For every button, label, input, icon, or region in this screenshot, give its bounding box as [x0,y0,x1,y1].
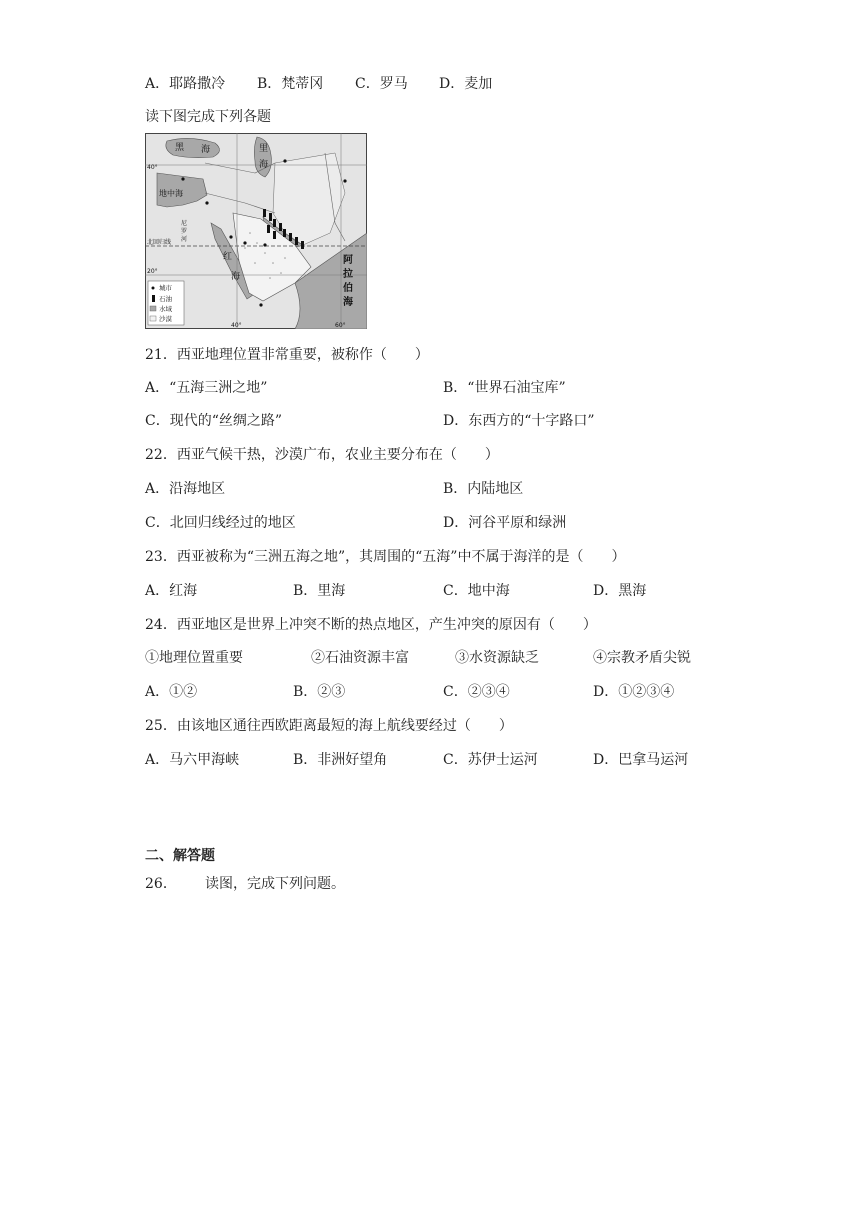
question-26-text: 读图，完成下列问题。 [205,876,345,892]
choice-1: ①地理位置重要 [145,650,243,666]
question-24-stem: 24．西亚地区是世界上冲突不断的热点地区，产生冲突的原因有（ ） [145,617,597,633]
question-25-stem: 25．由该地区通往西欧距离最短的海上航线要经过（ ） [145,718,513,734]
tropic-label: 北回归线 [147,239,172,246]
legend-city: 城市 [159,284,172,292]
option-a: A．沿海地区 [145,481,226,497]
legend-desert: 沙漠 [159,315,172,323]
nile-label-3: 河 [181,236,188,243]
option-c: C．地中海 [443,583,510,599]
arabian-sea-label-4: 海 [343,297,353,308]
legend-water: 水域 [159,305,172,313]
section-heading: 二、解答题 [145,848,215,864]
lon40-label: 40° [231,322,242,329]
option-b: B．“世界石油宝库” [443,380,566,396]
question-21-options-row1 [145,377,745,397]
question-24-options [145,681,745,701]
option-d: D．河谷平原和绿洲 [443,515,567,531]
med-label: 地中海 [159,189,183,198]
lon60-label: 60° [335,322,346,329]
map-intro: 读下图完成下列各题 [145,109,271,125]
question-22-options-row2 [145,512,745,532]
prev-question-options [145,73,745,93]
caspian-label-1: 里 [259,144,269,154]
option-a: A．马六甲海峡 [145,752,240,768]
question-21-options-row2 [145,410,745,430]
nile-label-1: 尼 [181,220,188,227]
nile-label-2: 罗 [181,228,188,235]
option-d: D．麦加 [439,76,493,92]
black-sea-label-2: 海 [201,145,211,155]
option-b: B．里海 [293,583,346,599]
option-c: C．北回归线经过的地区 [145,515,296,531]
question-21-stem: 21．西亚地理位置非常重要，被称作（ ） [145,347,429,363]
option-d: D．东西方的“十字路口” [443,413,595,429]
option-b: B．非洲好望角 [293,752,388,768]
question-24-choices [145,647,745,667]
option-c: C．苏伊士运河 [443,752,538,768]
legend-oil: 石油 [159,295,172,303]
question-26-number: 26． [145,876,177,892]
option-a: A．①② [145,684,198,700]
arabian-sea-label-1: 阿 [343,255,353,266]
choice-2: ②石油资源丰富 [311,650,409,666]
black-sea-label-1: 黑 [175,143,185,153]
option-a: A．红海 [145,583,198,599]
option-d: D．黑海 [593,583,647,599]
arabian-sea-label-3: 伯 [343,283,353,294]
red-sea-label-1: 红 [223,252,233,262]
caspian-label-2: 海 [259,160,269,170]
lat40-label: 40° [147,164,158,171]
option-c: C．②③④ [443,684,510,700]
question-22-options-row1 [145,478,745,498]
question-23-stem: 23．西亚被称为“三洲五海之地”，其周围的“五海”中不属于海洋的是（ ） [145,549,626,565]
question-23-options [145,580,745,600]
question-25-options [145,749,745,769]
option-b: B．②③ [293,684,346,700]
option-b: B．内陆地区 [443,481,524,497]
choice-3: ③水资源缺乏 [455,650,539,666]
arabian-sea-label-2: 拉 [343,269,353,280]
choice-4: ④宗教矛盾尖锐 [593,650,691,666]
option-d: D．巴拿马运河 [593,752,689,768]
map-legend [148,281,184,325]
option-d: D．①②③④ [593,684,675,700]
option-b: B．梵蒂冈 [257,76,324,92]
option-c: C．现代的“丝绸之路” [145,413,283,429]
red-sea-label-2: 海 [231,272,241,282]
lat20-label: 20° [147,268,158,275]
west-asia-map [145,133,367,329]
option-c: C．罗马 [355,76,408,92]
option-a: A．“五海三洲之地” [145,380,268,396]
question-22-stem: 22．西亚气候干热，沙漠广布，农业主要分布在（ ） [145,447,499,463]
option-a: A．耶路撒冷 [145,76,226,92]
